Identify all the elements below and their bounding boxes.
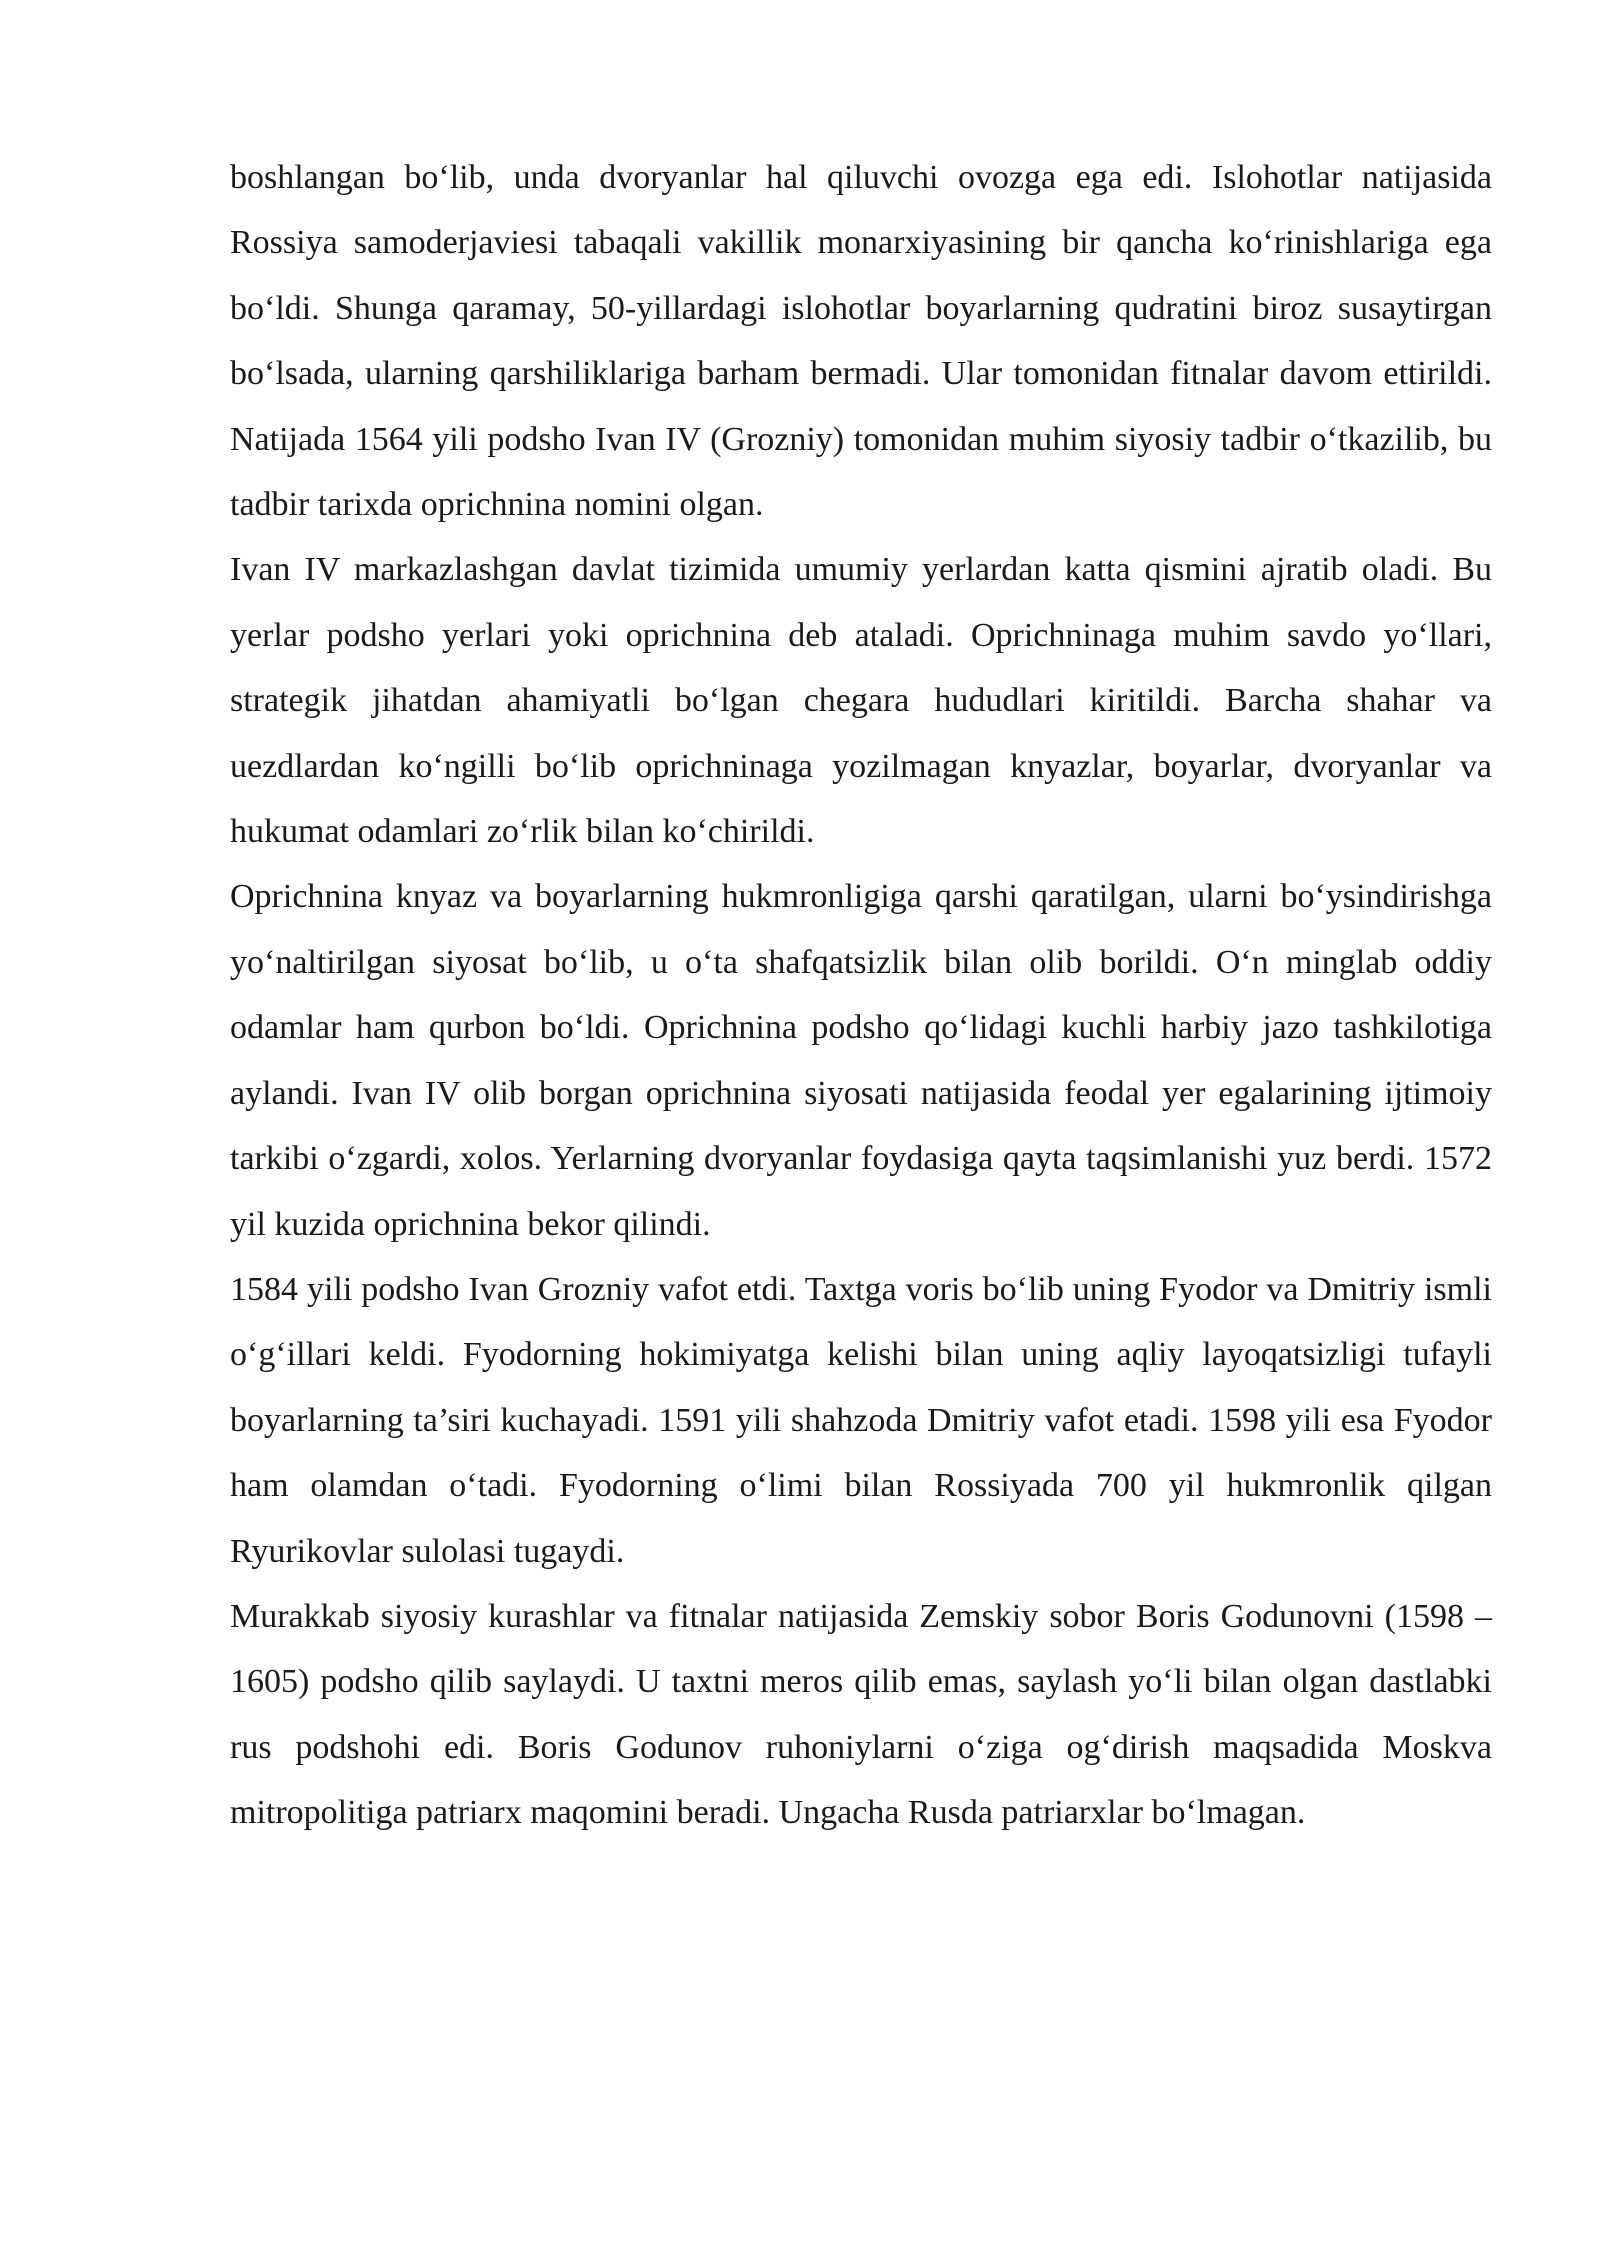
paragraph-4: 1584 yili podsho Ivan Grozniy vafot etdi. Taxtga voris bo‘lib uning Fyodor va Dmitriy ismli o‘g‘illari keldi. Fyodorning hokimiyatga kelishi bilan uning aqliy layoqatsizligi tufayli boyarlarning ta’siri kuchayadi. 1591 yili shahzoda Dmitriy vafot etadi. 1598 yili esa Fyodor ham olamdan o‘tadi. Fyodorning o‘limi bilan Rossiyada 700 yil hukmronlik qilgan Ryurikovlar sulolasi tugaydi. (230, 1270, 1492, 1570)
paragraph-1: boshlangan bo‘lib, unda dvoryanlar hal qiluvchi ovozga ega edi. Islohotlar natijasida Rossiya samoderjaviesi tabaqali vakillik monarxiyasining bir qancha ko‘rinishlariga ega bo‘ldi. Shunga qaramay, 50-yillardagi islohotlar boyarlarning qudratini biroz susaytirgan bo‘lsada, ularning qarshiliklariga barham bermadi. Ular tomonidan fitnalar davom ettirildi. Natijada 1564 yili podsho Ivan IV (Grozniy) tomonidan muhim siyosiy tadbir o‘tkazilib, bu tadbir tarixda oprichnina nomini olgan. (230, 159, 1492, 524)
paragraph-5: Murakkab siyosiy kurashlar va fitnalar natijasida Zemskiy sobor Boris Godunovni (1598 –1605) podsho qilib saylaydi. U taxtni meros qilib emas, saylash yo‘li bilan olgan dastlabki rus podshohi edi. Boris Godunov ruhoniylarni o‘ziga og‘dirish maqsadida Moskva mitropolitiga patriarx maqomini beradi. Ungacha Rusda patriarxlar bo‘lmagan. (230, 1597, 1492, 1832)
paragraph-3: Oprichnina knyaz va boyarlarning hukmronligiga qarshi qaratilgan, ularni bo‘ysindirishga yo‘naltirilgan siyosat bo‘lib, u o‘ta shafqatsizlik bilan olib borildi. O‘n minglab oddiy odamlar ham qurbon bo‘ldi. Oprichnina podsho qo‘lidagi kuchli harbiy jazo tashkilotiga aylandi. Ivan IV olib borgan oprichnina siyosati natijasida feodal yer egalarining ijtimoiy tarkibi o‘zgardi, xolos. Yerlarning dvoryanlar foydasiga qayta taqsimlanishi yuz berdi. 1572 yil kuzida oprichnina bekor qilindi. (230, 878, 1492, 1243)
paragraph-2: Ivan IV markazlashgan davlat tizimida umumiy yerlardan katta qismini ajratib oladi. Bu yerlar podsho yerlari yoki oprichnina deb ataladi. Oprichninaga muhim savdo yo‘llari, strategik jihatdan ahamiyatli bo‘lgan chegara hududlari kiritildi. Barcha shahar va uezdlardan ko‘ngilli bo‘lib oprichninaga yozilmagan knyazlar, boyarlar, dvoryanlar va hukumat odamlari zo‘rlik bilan ko‘chirildi. (230, 551, 1492, 851)
body-text (230, 145, 1492, 1846)
